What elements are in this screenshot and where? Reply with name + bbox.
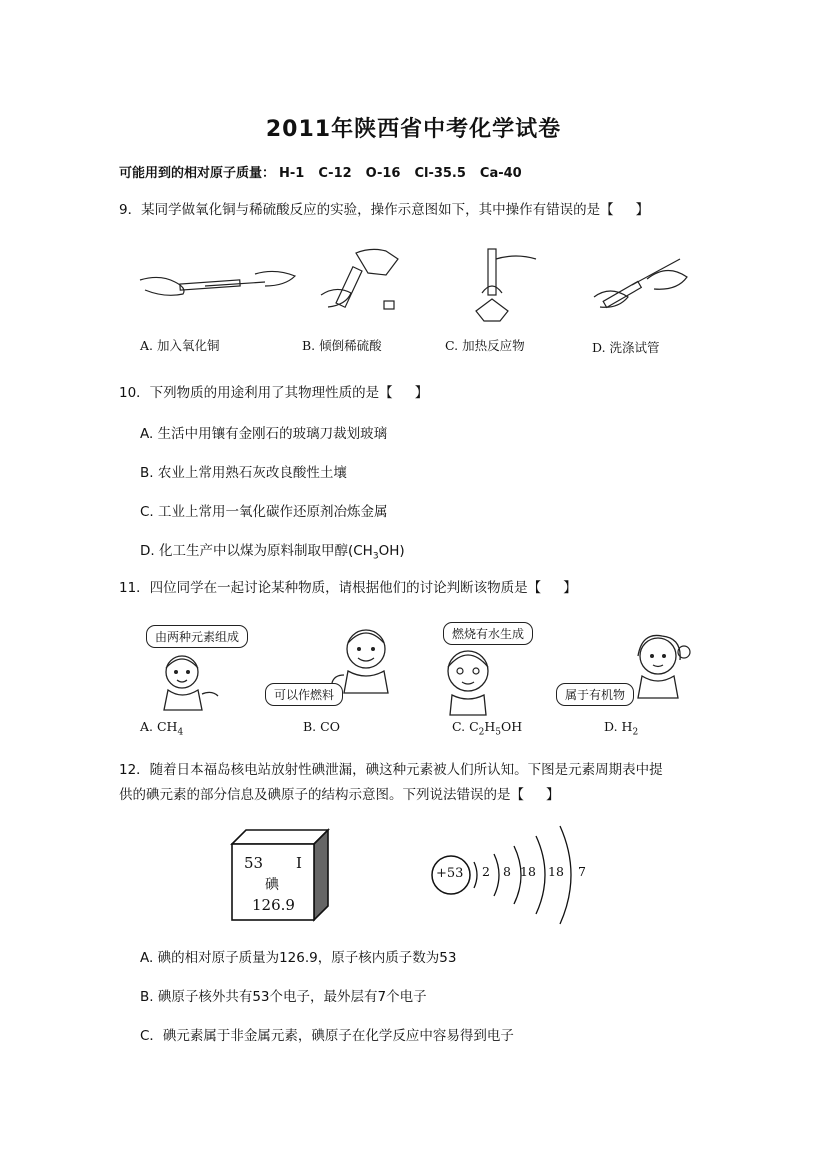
mass-item: Ca-40 — [479, 166, 522, 181]
shell-electrons-4: 18 — [548, 864, 564, 879]
figure-caption-d: D. 洗涤试管 — [592, 340, 660, 355]
lab-pour-acid-illustration — [316, 245, 411, 320]
question-12-line-1: 12．随着日本福岛核电站放射性碘泄漏，碘这种元素被人们所认知。下图是元素周期表中提 — [119, 762, 663, 778]
element-symbol: I — [296, 854, 302, 872]
question-9-text: 9．某同学做氧化铜与稀硫酸反应的实验，操作示意图如下，其中操作有错误的是【 — [119, 202, 614, 218]
atomic-number: 53 — [244, 854, 264, 872]
q12-option-a: A. 碘的相对原子质量为126.9，原子核内质子数为53 — [140, 950, 457, 966]
atomic-masses — [119, 162, 536, 181]
question-12-line-2: 供的碘元素的部分信息及碘原子的结构示意图。下列说法错误的是【 】 — [119, 787, 562, 803]
figure-caption-a: A. 加入氧化铜 — [140, 338, 220, 353]
q12-option-c: C．碘元素属于非金属元素，碘原子在化学反应中容易得到电子 — [140, 1028, 514, 1044]
shell-electrons-2: 8 — [503, 864, 511, 879]
lab-heat-illustration — [466, 245, 556, 325]
option-a: A. 生活中用镶有金刚石的玻璃刀裁划玻璃 — [140, 426, 388, 442]
choice-c: C. $C_2H_5OH$ — [452, 719, 523, 738]
lab-add-copper-oxide-illustration — [135, 262, 300, 307]
answer-bracket: 】 — [563, 580, 579, 596]
question-11 — [119, 577, 579, 599]
element-name: 碘 — [265, 877, 279, 893]
question-9 — [119, 199, 651, 221]
question-10 — [119, 382, 430, 404]
nucleus-charge: +53 — [436, 866, 464, 881]
answer-bracket: 】 — [414, 385, 431, 401]
choice-a: A. $CH_4$ — [140, 719, 184, 738]
masses-label: 可能用到的相对原子质量： — [119, 166, 276, 181]
shell-electrons-3: 18 — [520, 864, 536, 879]
choice-b: B. CO — [303, 719, 340, 734]
mass-item: Cl-35.5 — [414, 166, 466, 181]
student-boy-2-illustration — [432, 645, 504, 717]
option-d: D. 化工生产中以煤为原料制取甲醇$(CH_3OH)$ — [140, 543, 405, 562]
choice-d: D. $H_2$ — [604, 719, 639, 738]
figure-caption-b: B. 倾倒稀硫酸 — [302, 338, 382, 353]
question-10-text: 10．下列物质的用途利用了其物理性质的是【 — [119, 385, 393, 401]
student-girl-2-illustration — [622, 630, 694, 700]
mass-item: C-12 — [318, 166, 352, 181]
speech-bubble-1: 由两种元素组成 — [146, 625, 248, 648]
student-boy-1-illustration — [330, 625, 402, 695]
page-title: 2011年陕西省中考化学试卷 — [265, 117, 562, 142]
speech-bubble-2: 可以作燃料 — [265, 683, 343, 706]
option-c: C. 工业上常用一氧化碳作还原剂冶炼金属 — [140, 504, 388, 520]
answer-bracket: 】 — [635, 202, 652, 218]
speech-bubble-3: 燃烧有水生成 — [443, 622, 533, 645]
lab-wash-tube-illustration — [592, 257, 692, 317]
question-11-text: 11．四位同学在一起讨论某种物质，请根据他们的讨论判断该物质是【 — [119, 580, 542, 596]
figure-caption-c: C. 加热反应物 — [445, 338, 525, 353]
student-girl-1-illustration — [152, 650, 224, 712]
mass-item: O-16 — [365, 166, 401, 181]
atomic-mass: 126.9 — [252, 896, 295, 914]
speech-bubble-4: 属于有机物 — [556, 683, 634, 706]
answer-bracket: 】 — [546, 787, 562, 803]
mass-item: H-1 — [279, 166, 305, 181]
shell-electrons-5: 7 — [578, 864, 586, 879]
q12-option-b: B. 碘原子核外共有53个电子，最外层有7个电子 — [140, 989, 427, 1005]
shell-electrons-1: 2 — [482, 864, 490, 879]
option-b: B. 农业上常用熟石灰改良酸性土壤 — [140, 465, 347, 481]
